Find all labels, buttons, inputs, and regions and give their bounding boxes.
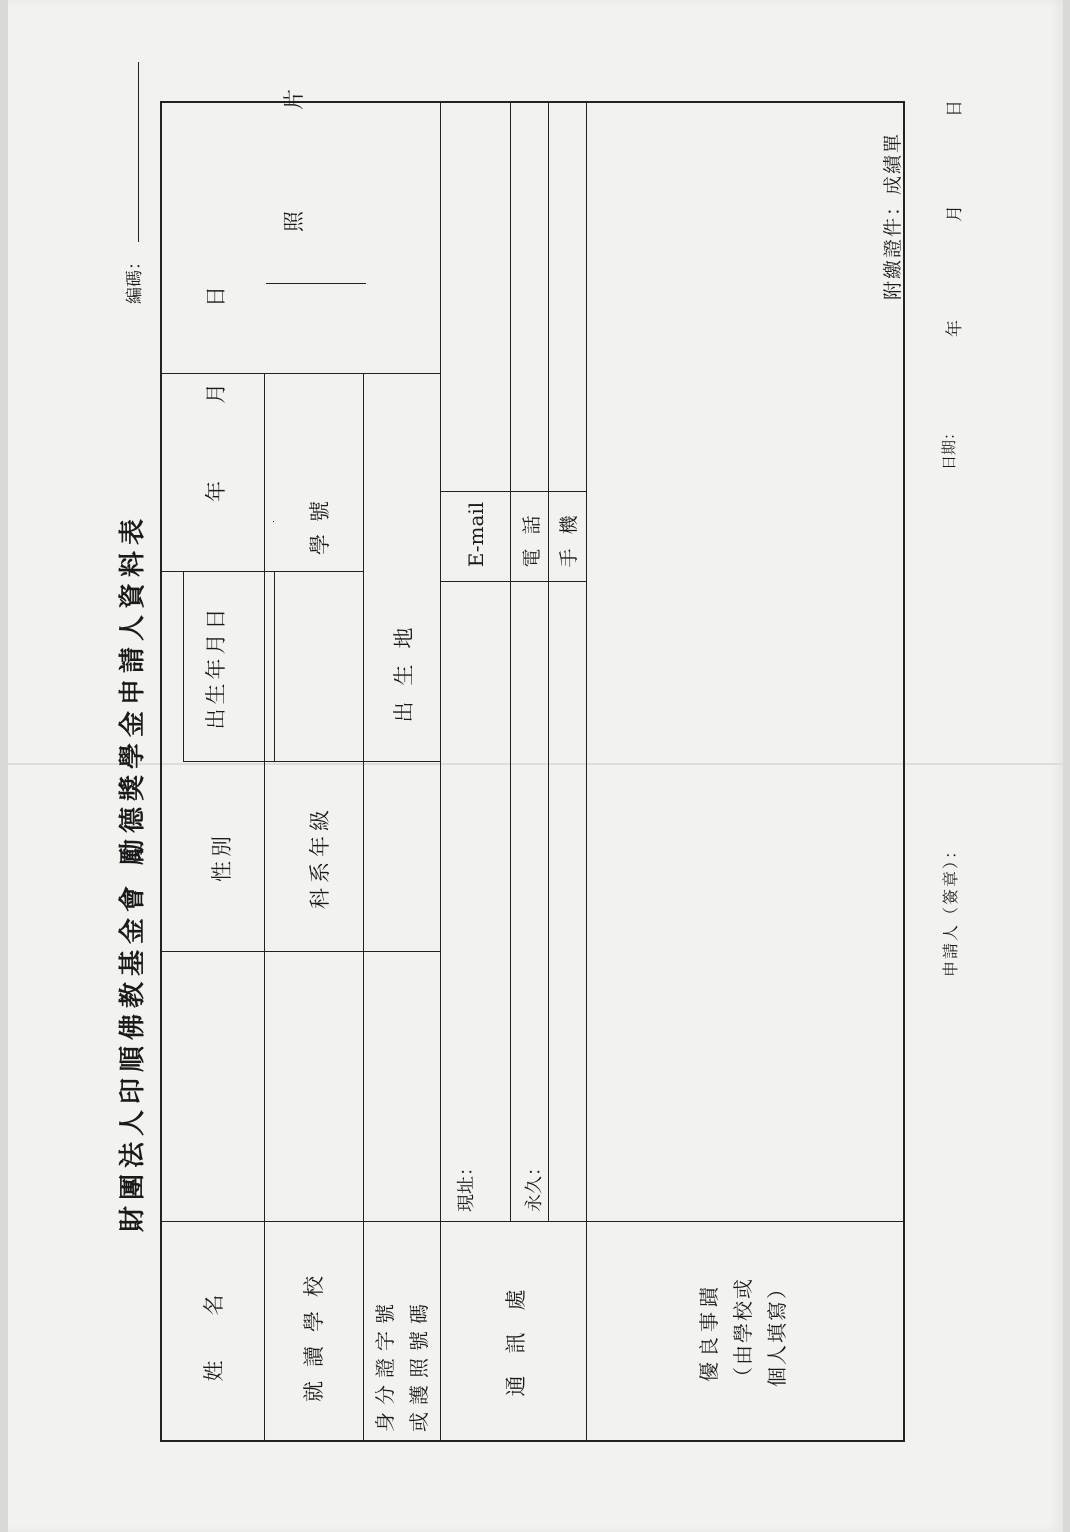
attachment-label: 附繳證件：成績單 (882, 131, 904, 300)
row-line-mobile (548, 102, 549, 1222)
birth-day-label: 日 (204, 274, 228, 307)
date-year-label: 年 (945, 320, 965, 337)
birth-month-label: 月 (204, 371, 228, 404)
paper-sheet (8, 0, 1063, 1532)
student-id-label: 學號 (308, 489, 332, 555)
merit-label-line3: 個人填寫） (765, 1277, 789, 1387)
applicant-signature-label: 申請人（簽章）： (941, 840, 960, 977)
dept-cell-top (274, 572, 275, 762)
email-label: E-mail (464, 501, 488, 568)
gender-cell-top (183, 572, 184, 762)
merit-label-line2: （由學校或 (731, 1277, 755, 1387)
contact-label: 通訊處 (504, 1267, 528, 1397)
merit-label-line1: 優良事蹟 (697, 1282, 721, 1382)
row-line-2 (363, 374, 364, 1442)
mobile-label: 手機 (558, 501, 580, 568)
date-month-label: 月 (945, 205, 965, 222)
row-line-1 (264, 374, 265, 1442)
row-line-4 (510, 102, 511, 1222)
form-title: 財團法人印順佛教基金會 勵德獎學金申請人資料表 (118, 512, 148, 1232)
col-line-a (160, 951, 440, 952)
table-border-right (160, 101, 905, 103)
table-border-left (160, 1440, 905, 1442)
birth-label: 出生年月日 (204, 604, 228, 730)
form-page (8, 0, 1070, 1532)
gender-label: 性別 (210, 832, 234, 882)
current-address-label: 現址： (456, 1158, 477, 1212)
id-label-line2: 或護照號碼 (407, 1297, 431, 1432)
label-col-line (160, 1221, 905, 1222)
id-label-line1: 身分證字號 (373, 1297, 397, 1432)
col-line-d (266, 283, 366, 284)
name-label: 姓 名 (202, 1282, 226, 1382)
table-border-bottom (903, 102, 905, 1442)
birthplace-label: 出生地 (392, 611, 416, 723)
col-line-f (440, 581, 586, 582)
row-line-3 (440, 102, 441, 1442)
code-line (138, 62, 139, 242)
birth-year-label: 年 (204, 469, 228, 502)
row-line-5 (586, 102, 587, 1442)
photo-label: 照 片 (282, 49, 306, 232)
date-day-label: 日 (945, 100, 965, 117)
permanent-address-label: 永久： (524, 1158, 545, 1212)
table-border-top (160, 102, 162, 1442)
phone-label: 電話 (521, 501, 543, 568)
code-label: 編碼： (125, 253, 145, 304)
dept-label: 科系年級 (308, 805, 332, 909)
filler (273, 521, 274, 522)
date-label: 日期： (940, 424, 958, 470)
school-label: 就讀學校 (302, 1262, 326, 1402)
